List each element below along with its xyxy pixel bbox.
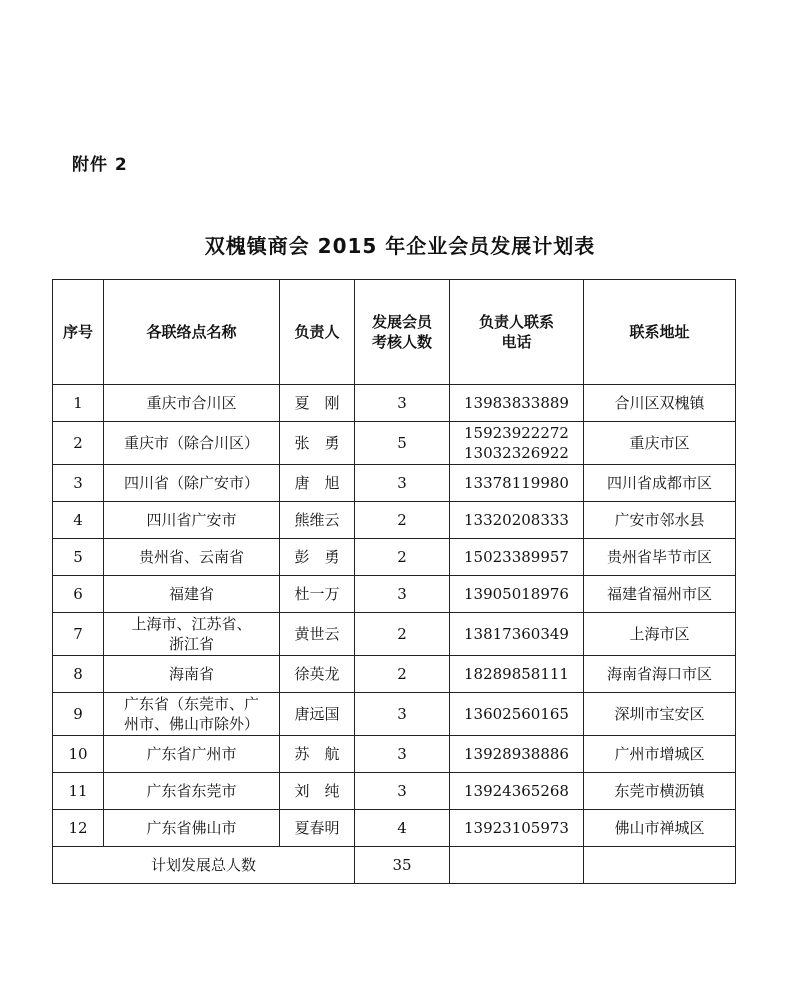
attachment-label: 附件 2 <box>72 155 128 175</box>
cell-quota: 2 <box>355 613 450 656</box>
cell-person-in-charge: 夏 刚 <box>280 385 355 422</box>
cell-index: 2 <box>53 422 104 465</box>
cell-person-in-charge: 唐 旭 <box>280 465 355 502</box>
cell-phone: 15023389957 <box>450 539 584 576</box>
cell-person-in-charge: 彭 勇 <box>280 539 355 576</box>
cell-quota: 3 <box>355 465 450 502</box>
cell-address: 佛山市禅城区 <box>584 810 736 847</box>
header-row <box>53 280 736 385</box>
total-value: 35 <box>355 847 450 884</box>
cell-person-in-charge: 熊维云 <box>280 502 355 539</box>
total-label: 计划发展总人数 <box>53 847 355 884</box>
cell-person-in-charge: 苏 航 <box>280 736 355 773</box>
table-row <box>53 385 736 422</box>
cell-person-in-charge: 夏春明 <box>280 810 355 847</box>
cell-person-in-charge: 唐远国 <box>280 693 355 736</box>
cell-phone: 13602560165 <box>450 693 584 736</box>
cell-address: 合川区双槐镇 <box>584 385 736 422</box>
table-row <box>53 465 736 502</box>
table-row <box>53 613 736 656</box>
cell-address: 广安市邻水县 <box>584 502 736 539</box>
cell-phone: 13817360349 <box>450 613 584 656</box>
table-row <box>53 539 736 576</box>
cell-address: 福建省福州市区 <box>584 576 736 613</box>
cell-person-in-charge: 徐英龙 <box>280 656 355 693</box>
cell-liaison-point: 重庆市（除合川区） <box>104 422 280 465</box>
header-person-in-charge: 负责人 <box>280 280 355 385</box>
total-row <box>53 847 736 884</box>
header-index: 序号 <box>53 280 104 385</box>
total-empty-cell <box>584 847 736 884</box>
cell-phone: 13928938886 <box>450 736 584 773</box>
cell-address: 贵州省毕节市区 <box>584 539 736 576</box>
header-phone: 负责人联系 电话 <box>450 280 584 385</box>
table-row <box>53 773 736 810</box>
cell-liaison-point: 福建省 <box>104 576 280 613</box>
cell-person-in-charge: 杜一万 <box>280 576 355 613</box>
cell-liaison-point: 贵州省、云南省 <box>104 539 280 576</box>
cell-index: 3 <box>53 465 104 502</box>
cell-address: 广州市增城区 <box>584 736 736 773</box>
cell-index: 1 <box>53 385 104 422</box>
cell-quota: 3 <box>355 693 450 736</box>
table-row <box>53 736 736 773</box>
header-address: 联系地址 <box>584 280 736 385</box>
cell-liaison-point: 重庆市合川区 <box>104 385 280 422</box>
cell-index: 9 <box>53 693 104 736</box>
document-title: 双槐镇商会 2015 年企业会员发展计划表 <box>204 234 596 258</box>
cell-quota: 5 <box>355 422 450 465</box>
cell-quota: 2 <box>355 539 450 576</box>
cell-liaison-point: 广东省广州市 <box>104 736 280 773</box>
header-quota: 发展会员 考核人数 <box>355 280 450 385</box>
cell-address: 海南省海口市区 <box>584 656 736 693</box>
cell-liaison-point: 广东省（东莞市、广 州市、佛山市除外） <box>104 693 280 736</box>
cell-index: 11 <box>53 773 104 810</box>
cell-quota: 2 <box>355 656 450 693</box>
cell-phone: 18289858111 <box>450 656 584 693</box>
cell-liaison-point: 广东省佛山市 <box>104 810 280 847</box>
cell-address: 深圳市宝安区 <box>584 693 736 736</box>
table-row <box>53 576 736 613</box>
cell-phone: 13905018976 <box>450 576 584 613</box>
cell-quota: 3 <box>355 773 450 810</box>
cell-quota: 3 <box>355 385 450 422</box>
cell-index: 12 <box>53 810 104 847</box>
cell-liaison-point: 四川省广安市 <box>104 502 280 539</box>
cell-phone: 13924365268 <box>450 773 584 810</box>
table-row <box>53 502 736 539</box>
table-row <box>53 810 736 847</box>
cell-phone: 13320208333 <box>450 502 584 539</box>
cell-address: 上海市区 <box>584 613 736 656</box>
cell-liaison-point: 海南省 <box>104 656 280 693</box>
cell-liaison-point: 四川省（除广安市） <box>104 465 280 502</box>
cell-phone: 13923105973 <box>450 810 584 847</box>
cell-index: 6 <box>53 576 104 613</box>
table-row <box>53 656 736 693</box>
cell-quota: 2 <box>355 502 450 539</box>
cell-phone: 15923922272 13032326922 <box>450 422 584 465</box>
table-row <box>53 693 736 736</box>
cell-person-in-charge: 张 勇 <box>280 422 355 465</box>
cell-index: 5 <box>53 539 104 576</box>
plan-table <box>52 279 736 884</box>
cell-quota: 3 <box>355 576 450 613</box>
cell-index: 7 <box>53 613 104 656</box>
cell-person-in-charge: 黄世云 <box>280 613 355 656</box>
cell-index: 8 <box>53 656 104 693</box>
cell-liaison-point: 广东省东莞市 <box>104 773 280 810</box>
cell-address: 东莞市横沥镇 <box>584 773 736 810</box>
total-empty-cell <box>450 847 584 884</box>
cell-phone: 13378119980 <box>450 465 584 502</box>
cell-liaison-point: 上海市、江苏省、 浙江省 <box>104 613 280 656</box>
cell-index: 10 <box>53 736 104 773</box>
cell-address: 四川省成都市区 <box>584 465 736 502</box>
cell-address: 重庆市区 <box>584 422 736 465</box>
cell-index: 4 <box>53 502 104 539</box>
header-liaison-point: 各联络点名称 <box>104 280 280 385</box>
cell-quota: 3 <box>355 736 450 773</box>
table-row <box>53 422 736 465</box>
cell-quota: 4 <box>355 810 450 847</box>
cell-phone: 13983833889 <box>450 385 584 422</box>
cell-person-in-charge: 刘 纯 <box>280 773 355 810</box>
